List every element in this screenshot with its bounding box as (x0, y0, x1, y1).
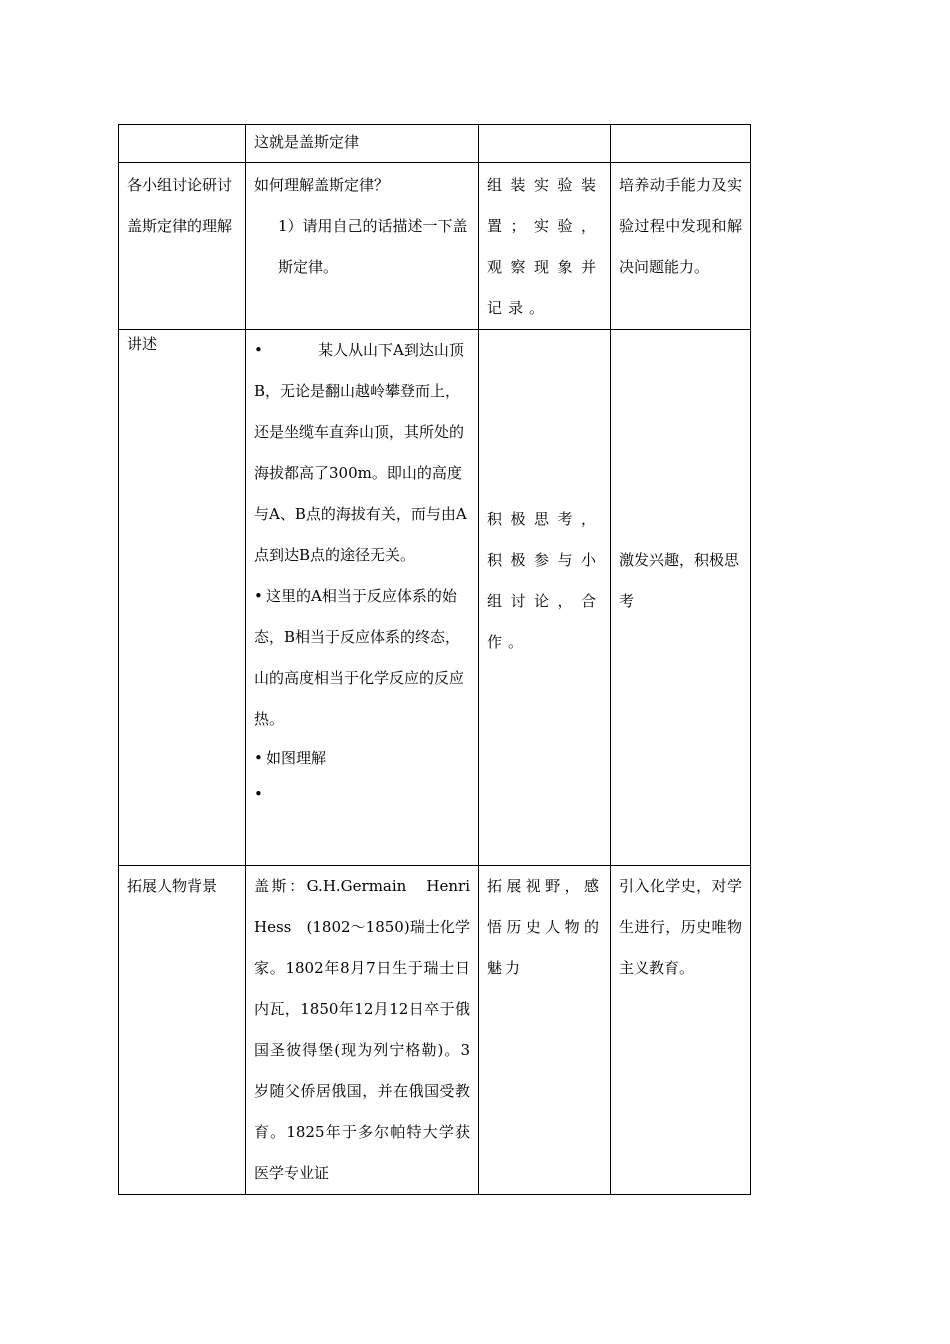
table-row (119, 866, 751, 1195)
question-line: 如何理解盖斯定律？ (254, 176, 390, 194)
table-row (119, 125, 751, 163)
row1-col1-cell (119, 125, 246, 163)
row2-content-cell (246, 163, 479, 330)
bullet-text: 这里的A相当于反应体系的始态，B相当于反应体系的终态，山的高度相当于化学反应的反应热。 (254, 587, 465, 728)
bullet-item (254, 330, 470, 576)
row2-purpose-cell: 培养动手能力及实验过程中发现和解决问题能力。 (611, 163, 751, 330)
bullet-icon: • (254, 341, 263, 359)
row3-content-cell (246, 330, 479, 866)
row4-content-cell (246, 866, 479, 1195)
row1-col3-cell (479, 125, 611, 163)
bullet-icon: • (254, 785, 263, 803)
row3-purpose-cell: 激发兴趣，积极思考 (611, 330, 751, 866)
rule-statement: 这就是盖斯定律 (254, 133, 360, 151)
bullet-item (254, 576, 470, 740)
row1-col2-cell (246, 125, 479, 163)
row1-col4-cell (611, 125, 751, 163)
bullet-item (254, 740, 470, 776)
table-row (119, 163, 751, 330)
bullet-icon: • (254, 587, 263, 605)
row4-purpose-cell: 引入化学史，对学生进行，历史唯物主义教育。 (611, 866, 751, 1195)
bullet-text: 某人从山下A到达山顶B，无论是翻山越岭攀登而上，还是坐缆车直奔山顶，其所处的海拔都高了300m。即山的高度与A、B点的海拔有关，而与由A点到达B点的途径无关。 (254, 341, 467, 564)
row4-activity-cell: 拓展人物背景 (119, 866, 246, 1195)
bullet-icon: • (254, 749, 263, 767)
row3-student-cell: 积极思考，积极参与小组讨论，合作。 (479, 330, 611, 866)
table-row (119, 330, 751, 866)
lesson-plan-table (118, 124, 751, 1195)
row2-activity-cell: 各小组讨论研讨盖斯定律的理解 (119, 163, 246, 330)
row2-student-cell: 组装实验装置；实验，观察现象并记录。 (479, 163, 611, 330)
bullet-item (254, 776, 470, 812)
task-line: 1）请用自己的话描述一下盖斯定律。 (278, 217, 468, 276)
row4-student-cell: 拓展视野，感悟历史人物的魅力 (479, 866, 611, 1195)
bullet-text: 如图理解 (266, 749, 327, 767)
biography-text: 盖斯：G.H.Germain Henri Hess (1802～1850)瑞士化学家。1802年8月7日生于瑞士日内瓦，1850年12月12日卒于俄国圣彼得堡(现为列宁格勒)。3岁随父侨居俄国，并在俄国受教育。1825年于多尔帕特大学获医学专业证 (254, 877, 470, 1182)
row3-activity-cell: 讲述 (119, 330, 246, 866)
